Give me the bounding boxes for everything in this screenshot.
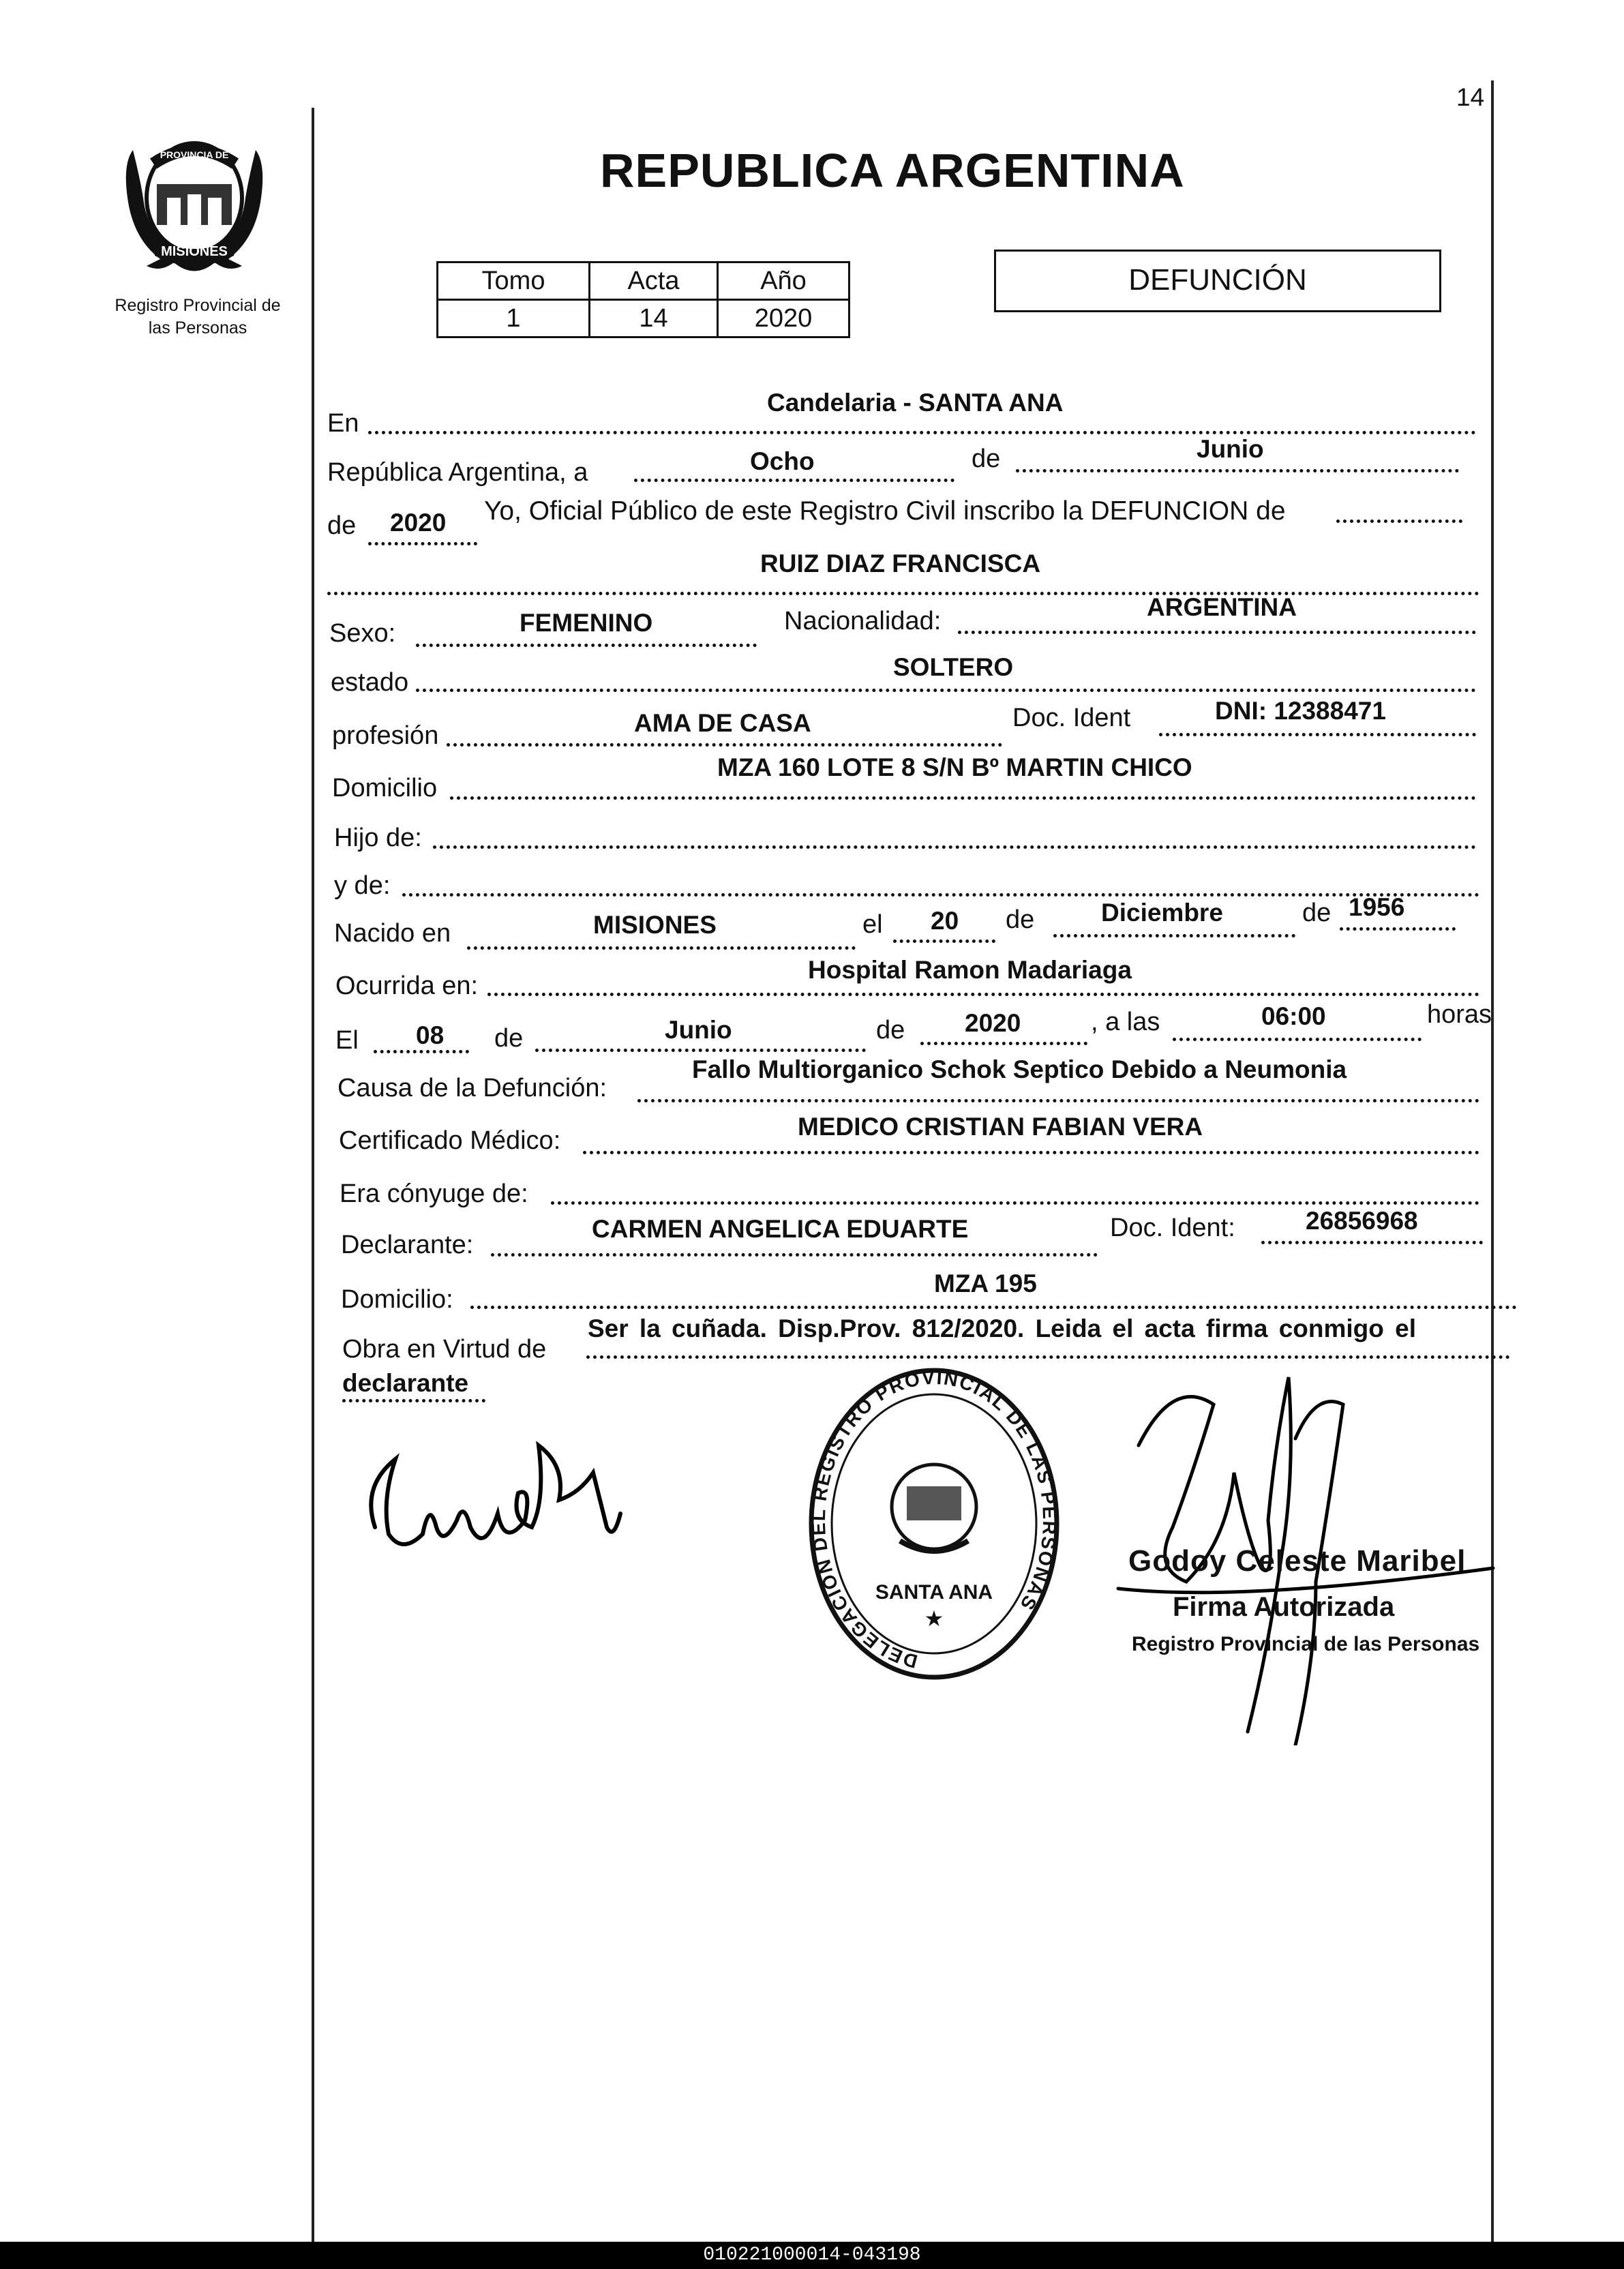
ocurrida-label: Ocurrida en: [335, 972, 479, 1000]
yde-label: y de: [334, 871, 391, 900]
nacido-label: Nacido en [334, 919, 451, 948]
muerte-mes-dotted-line [535, 1049, 866, 1052]
logo-top-text: PROVINCIA DE [160, 149, 229, 160]
nacido-mes-value: Diciembre [1101, 899, 1223, 927]
declarante-doc-dotted-line [1261, 1241, 1483, 1244]
nacido-anio-dotted-line [1340, 927, 1456, 931]
certificado-label: Certificado Médico: [339, 1126, 561, 1155]
conyuge-label: Era cónyuge de: [340, 1179, 528, 1208]
nacido-mes-dotted-line [1053, 934, 1295, 937]
sexo-dotted-line [416, 644, 757, 647]
en-label: En [327, 409, 359, 438]
svg-text:★: ★ [924, 1606, 944, 1631]
doc-ident-label-2: Doc. Ident: [1110, 1214, 1235, 1242]
right-margin-line [1491, 80, 1494, 2242]
certificado-dotted-line [583, 1151, 1479, 1154]
place-dotted-line [368, 431, 1476, 434]
obra-label: Obra en Virtud de [342, 1335, 547, 1364]
muerte-anio-value: 2020 [965, 1009, 1021, 1037]
horas-label: horas [1427, 1000, 1492, 1029]
declarante-dotted-line [491, 1253, 1098, 1257]
hijo-label: Hijo de: [334, 824, 422, 852]
doc-ident-dotted-line [1159, 733, 1476, 736]
obra-value: Ser la cuñada. Disp.Prov. 812/2020. Leida el acta firma conmigo el [588, 1314, 1417, 1342]
de-label-4: de [494, 1024, 524, 1053]
year-dotted-line [368, 542, 477, 545]
nacionalidad-dotted-line [958, 631, 1476, 634]
de-label: de [972, 445, 1001, 473]
record-table [436, 261, 850, 338]
declarante-domicilio-value: MZA 195 [934, 1269, 1037, 1297]
record-type-box: DEFUNCIÓN [994, 250, 1441, 312]
declarant-signature [341, 1418, 627, 1585]
sexo-value: FEMENINO [520, 609, 653, 637]
alas-label: , a las [1091, 1008, 1160, 1036]
misiones-logo [119, 123, 269, 286]
official-name: Godoy Celeste Maribel [1128, 1544, 1467, 1578]
month-value: Junio [1197, 435, 1264, 463]
nacido-dia-dotted-line [893, 940, 995, 943]
declaration-text: Yo, Oficial Público de este Registro Civil inscribo la DEFUNCION de [484, 496, 1286, 526]
record-header-anio: Año [718, 262, 849, 300]
domicilio-label: Domicilio [332, 774, 438, 802]
declarante-doc-value: 26856968 [1306, 1207, 1418, 1235]
registry-name-line1: Registro Provincial de [115, 296, 281, 315]
registry-name-line2: las Personas [148, 318, 247, 337]
de-label-3: de [1302, 899, 1332, 927]
muerte-dia-dotted-line [374, 1050, 469, 1053]
muerte-dia-value: 08 [416, 1021, 445, 1049]
record-header-tomo: Tomo [438, 262, 590, 300]
logo-bottom-text: MISIONES [161, 244, 228, 259]
name-dotted-line [327, 592, 1479, 595]
stamp-inner-text: SANTA ANA [875, 1581, 993, 1604]
month-dotted-line [1016, 469, 1459, 472]
muerte-hora-value: 06:00 [1261, 1002, 1326, 1030]
estado-dotted-line [416, 689, 1476, 692]
nacido-anio-value: 1956 [1349, 893, 1405, 921]
profesion-label: profesión [332, 721, 439, 750]
left-margin-line [312, 108, 314, 2242]
domicilio-dotted-line [450, 796, 1476, 800]
record-value-tomo: 1 [438, 300, 590, 337]
year-prefix-label: de [327, 511, 357, 540]
causa-label: Causa de la Defunción: [337, 1074, 607, 1102]
certificado-value: MEDICO CRISTIAN FABIAN VERA [798, 1113, 1203, 1141]
estado-label: estado [331, 668, 409, 697]
official-role: Firma Autorizada [1173, 1592, 1395, 1622]
profesion-value: AMA DE CASA [634, 709, 811, 737]
obra-cont-value: declarante [342, 1369, 469, 1397]
stamp-ring-text: DELEGACION DEL REGISTRO PROVINCIAL DE LAS PERSONAS [807, 1366, 1061, 1672]
nacido-lugar-dotted-line [467, 946, 856, 950]
year-value: 2020 [390, 509, 447, 537]
delegation-stamp [805, 1364, 1064, 1684]
declarante-domicilio-dotted-line [470, 1306, 1517, 1309]
official-org: Registro Provincial de las Personas [1132, 1633, 1480, 1655]
record-header-acta: Acta [590, 262, 718, 300]
nacionalidad-value: ARGENTINA [1147, 593, 1297, 621]
domicilio-value: MZA 160 LOTE 8 S/N Bº MARTIN CHICO [717, 753, 1192, 781]
de-label-5: de [876, 1016, 905, 1045]
record-table-value-row [438, 300, 849, 337]
place-value: Candelaria - SANTA ANA [767, 389, 1064, 417]
nacido-lugar-value: MISIONES [593, 911, 717, 939]
nacionalidad-label: Nacionalidad: [784, 607, 942, 635]
document-title: REPUBLICA ARGENTINA [600, 144, 1185, 197]
domicilio-label-2: Domicilio: [341, 1285, 453, 1314]
record-value-anio: 2020 [718, 300, 849, 337]
ocurrida-value: Hospital Ramon Madariaga [808, 956, 1132, 984]
page-number: 14 [1456, 83, 1485, 111]
obra-cont-dotted-line [342, 1399, 485, 1402]
de-label-2: de [1006, 905, 1035, 934]
day-word-value: Ocho [750, 447, 815, 475]
republica-label: República Argentina, a [327, 458, 588, 487]
causa-dotted-line [637, 1099, 1479, 1102]
el-label: el [862, 910, 883, 939]
obra-dotted-line [586, 1355, 1510, 1359]
profesion-dotted-line [447, 743, 1002, 747]
estado-value: SOLTERO [893, 653, 1014, 681]
muerte-hora-dotted-line [1173, 1038, 1422, 1041]
muerte-mes-value: Junio [665, 1016, 732, 1044]
declarante-label: Declarante: [341, 1231, 474, 1259]
record-value-acta: 14 [590, 300, 718, 337]
declarante-value: CARMEN ANGELICA EDUARTE [592, 1215, 969, 1243]
doc-ident-value: DNI: 12388471 [1215, 697, 1386, 725]
yde-dotted-line [402, 893, 1479, 897]
hijo-dotted-line [433, 845, 1476, 849]
el-label-2: El [335, 1026, 359, 1055]
day-dotted-line [634, 479, 954, 482]
sexo-label: Sexo: [329, 619, 396, 648]
deceased-name-value: RUIZ DIAZ FRANCISCA [760, 550, 1041, 577]
declaration-dotted-line [1336, 520, 1462, 523]
conyuge-dotted-line [551, 1201, 1479, 1205]
registry-name [85, 295, 310, 340]
nacido-dia-value: 20 [931, 907, 959, 935]
causa-value: Fallo Multiorganico Schok Septico Debido a Neumonia [692, 1055, 1347, 1083]
doc-ident-label: Doc. Ident [1012, 704, 1131, 732]
muerte-anio-dotted-line [920, 1042, 1087, 1045]
footer-code: 010221000014-043198 [0, 2242, 1624, 2269]
ocurrida-dotted-line [487, 993, 1479, 996]
record-table-header-row [438, 262, 849, 300]
